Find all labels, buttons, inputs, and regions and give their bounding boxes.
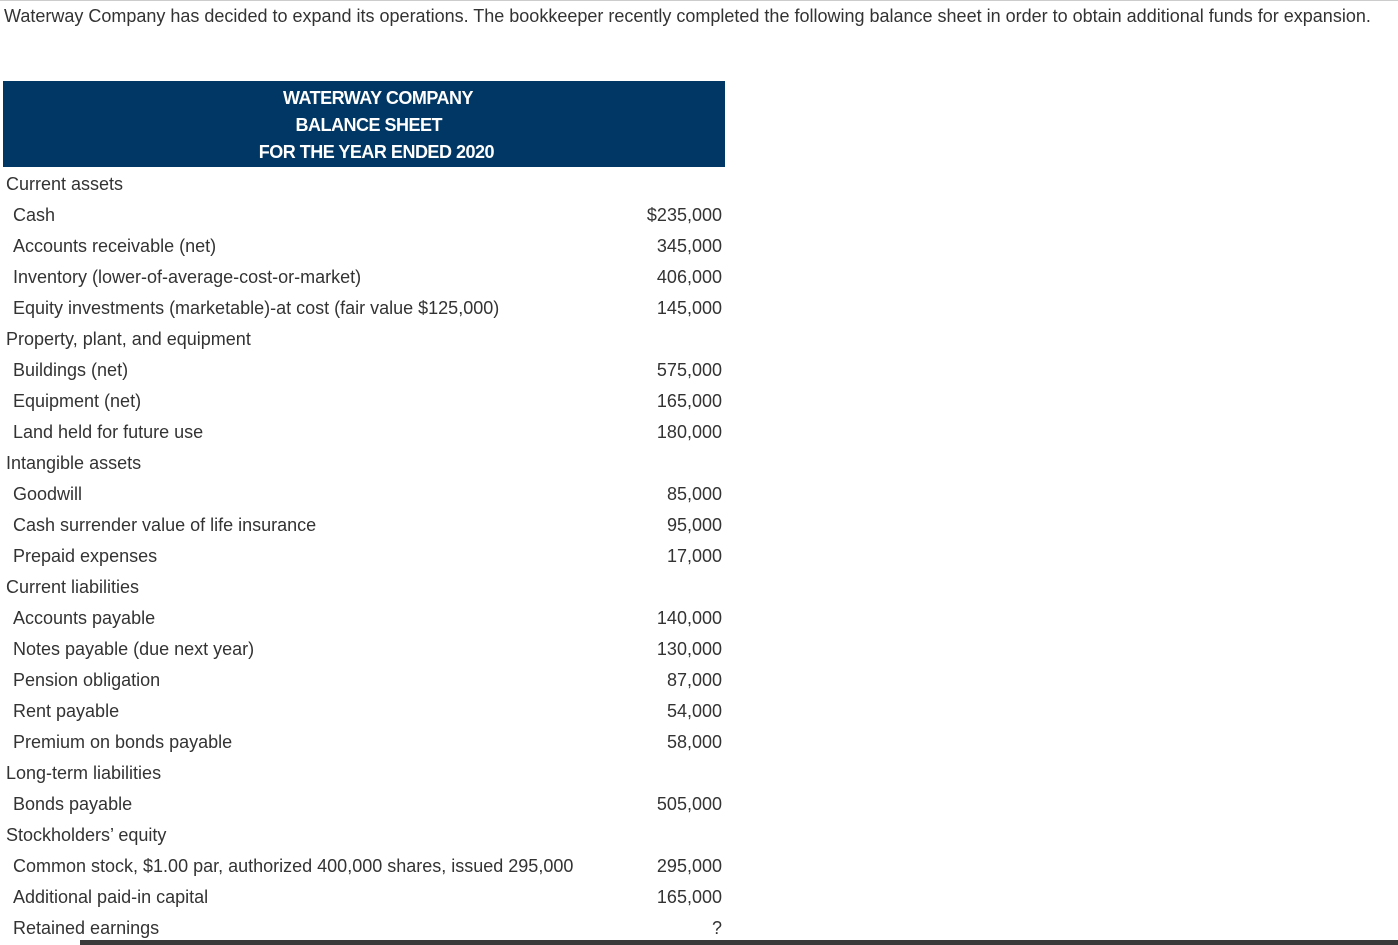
line-item-amount: 165,000	[656, 391, 722, 411]
section-label: Current liabilities	[6, 577, 140, 597]
line-item-label: Retained earnings	[13, 918, 160, 938]
line-item-label: Premium on bonds payable	[13, 732, 233, 752]
balance-sheet-table	[3, 81, 725, 944]
line-item-amount: 85,000	[666, 484, 722, 504]
line-item-label: Buildings (net)	[13, 360, 129, 380]
line-item-row	[3, 479, 725, 510]
line-item-amount: 295,000	[656, 856, 722, 876]
line-item-row	[3, 665, 725, 696]
line-item-amount: 140,000	[656, 608, 722, 628]
line-item-label: Land held for future use	[13, 422, 204, 442]
line-item-amount: $235,000	[646, 205, 722, 225]
line-item-label: Additional paid-in capital	[13, 887, 209, 907]
problem-statement: Waterway Company has decided to expand its operations. The bookkeeper recently completed the following balance sheet in order to obtain additional funds for expansion.	[4, 6, 1371, 26]
line-item-amount: 54,000	[666, 701, 722, 721]
line-item-amount: 575,000	[656, 360, 722, 380]
line-item-row	[3, 696, 725, 727]
line-item-label: Rent payable	[13, 701, 120, 721]
section-heading-row	[3, 820, 725, 851]
line-item-amount: 505,000	[656, 794, 722, 814]
line-item-row	[3, 417, 725, 448]
line-item-row	[3, 262, 725, 293]
line-item-label: Equity investments (marketable)-at cost (fair value $125,000)	[13, 298, 500, 318]
line-item-amount: 17,000	[666, 546, 722, 566]
line-item-label: Bonds payable	[13, 794, 133, 814]
line-item-label: Notes payable (due next year)	[13, 639, 255, 659]
line-item-amount: 406,000	[656, 267, 722, 287]
section-heading-row	[3, 758, 725, 789]
line-item-row	[3, 882, 725, 913]
statement-title: BALANCE SHEET	[295, 115, 442, 135]
line-item-row	[3, 355, 725, 386]
line-item-amount: 345,000	[656, 236, 722, 256]
line-item-amount: 165,000	[656, 887, 722, 907]
section-heading-row	[3, 448, 725, 479]
section-heading-row	[3, 324, 725, 355]
line-item-row	[3, 293, 725, 324]
line-item-amount: 95,000	[666, 515, 722, 535]
line-item-row	[3, 386, 725, 417]
line-item-label: Goodwill	[13, 484, 83, 504]
line-item-label: Accounts receivable (net)	[13, 236, 217, 256]
line-item-row	[3, 200, 725, 231]
line-item-row	[3, 789, 725, 820]
line-item-row	[3, 510, 725, 541]
line-item-amount: ?	[711, 918, 722, 938]
line-item-label: Pension obligation	[13, 670, 161, 690]
balance-sheet-rows	[3, 169, 725, 944]
line-item-amount: 58,000	[666, 732, 722, 752]
line-item-amount: 130,000	[656, 639, 722, 659]
line-item-label: Equipment (net)	[13, 391, 142, 411]
line-item-row	[3, 634, 725, 665]
line-item-label: Common stock, $1.00 par, authorized 400,000 shares, issued 295,000	[13, 856, 574, 876]
section-label: Current assets	[6, 174, 124, 194]
line-item-row	[3, 231, 725, 262]
statement-period: FOR THE YEAR ENDED 2020	[258, 142, 494, 162]
line-item-label: Accounts payable	[13, 608, 156, 628]
section-label: Property, plant, and equipment	[6, 329, 251, 349]
section-label: Intangible assets	[6, 453, 142, 473]
section-label: Stockholders’ equity	[6, 825, 167, 845]
section-label: Long-term liabilities	[6, 763, 162, 783]
section-heading-row	[3, 169, 725, 200]
top-divider	[0, 0, 1398, 1]
line-item-amount: 180,000	[656, 422, 722, 442]
line-item-label: Cash	[13, 205, 56, 225]
company-name: WATERWAY COMPANY	[282, 88, 473, 108]
line-item-amount: 87,000	[666, 670, 722, 690]
line-item-label: Inventory (lower-of-average-cost-or-market)	[13, 267, 362, 287]
line-item-label: Prepaid expenses	[13, 546, 158, 566]
line-item-amount: 145,000	[656, 298, 722, 318]
line-item-row	[3, 851, 725, 882]
bottom-edge-bar	[80, 940, 1398, 945]
line-item-label: Cash surrender value of life insurance	[13, 515, 317, 535]
balance-sheet-header	[3, 81, 725, 167]
section-heading-row	[3, 572, 725, 603]
line-item-row	[3, 603, 725, 634]
line-item-row	[3, 727, 725, 758]
line-item-row	[3, 541, 725, 572]
